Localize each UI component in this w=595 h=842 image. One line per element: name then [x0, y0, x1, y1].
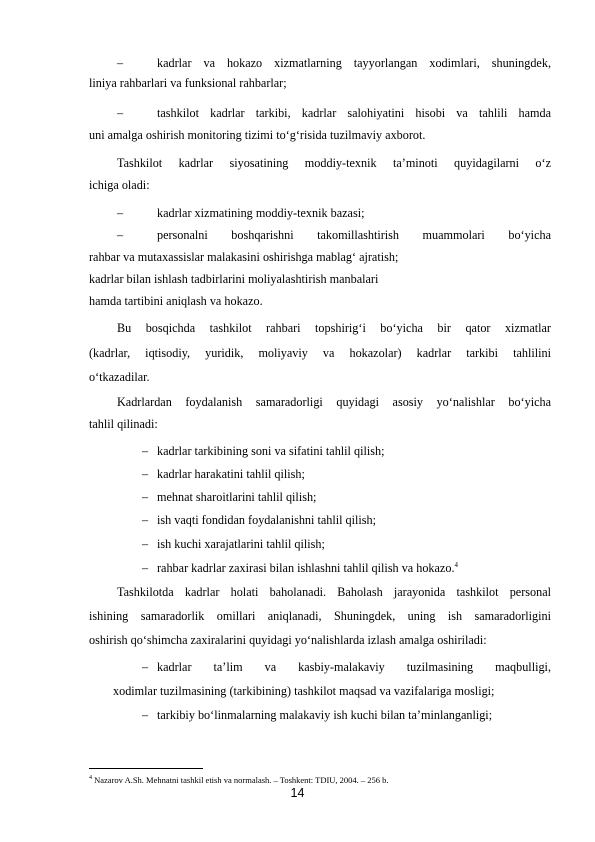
- paragraph-line: o‘tkazadilar.: [89, 370, 150, 384]
- paragraph-line: oshirish qo‘shimcha zaxiralarini quyidagi yo‘nalishlarda izlash amalga oshiriladi:: [89, 633, 487, 647]
- paragraph-line: uni amalga oshirish monitoring tizimi to‘g‘risida tuzilmaviy axborot.: [89, 128, 426, 142]
- paragraph-line: Tashkilotda kadrlar holati baholanadi. Baholash jarayonida tashkilot personal: [117, 585, 551, 599]
- paragraph-line: personalni boshqarishni takomillashtirish muammolari bo‘yicha: [157, 228, 551, 242]
- list-dash: –: [117, 106, 124, 120]
- list-dash: –: [142, 660, 149, 674]
- footnote-reference: 4: [454, 560, 458, 569]
- paragraph-line: liniya rahbarlari va funksional rahbarlar;: [89, 76, 287, 90]
- list-dash: –: [117, 56, 124, 70]
- list-item: ish kuchi xarajatlarini tahlil qilish;: [157, 537, 325, 551]
- list-dash: –: [142, 513, 149, 527]
- footnote: [89, 773, 389, 786]
- paragraph-line: Tashkilot kadrlar siyosatining moddiy-texnik ta’minoti quyidagilarni o‘z: [117, 156, 551, 170]
- list-dash: –: [142, 467, 149, 481]
- paragraph-line: (kadrlar, iqtisodiy, yuridik, moliyaviy va hokazolar) kadrlar tarkibi tahlilini: [89, 346, 551, 360]
- paragraph-line: ishining samaradorlik omillari aniqlanadi, Shuningdek, uning ish samaradorligini: [89, 609, 551, 623]
- list-dash: –: [142, 708, 149, 722]
- paragraph-line: Bu bosqichda tashkilot rahbari topshirig‘i bo‘yicha bir qator xizmatlar: [117, 321, 551, 335]
- footnote-number: 4: [89, 775, 92, 781]
- paragraph-line: tashkilot kadrlar tarkibi, kadrlar salohiyatini hisobi va tahlili hamda: [157, 106, 551, 120]
- list-dash: –: [117, 228, 124, 242]
- list-item: tarkibiy bo‘linmalarning malakaviy ish kuchi bilan ta’minlanganligi;: [157, 708, 493, 722]
- footnote-separator: [89, 768, 203, 769]
- list-dash: –: [142, 537, 149, 551]
- page-number: 14: [290, 786, 305, 800]
- paragraph-line: tahlil qilinadi:: [89, 417, 158, 431]
- list-dash: –: [142, 444, 149, 458]
- list-item-text: rahbar kadrlar zaxirasi bilan ishlashni tahlil qilish va hokazo.: [157, 561, 455, 575]
- list-dash: –: [117, 206, 124, 220]
- list-dash: –: [142, 490, 149, 504]
- paragraph-line: xodimlar tuzilmasining (tarkibining) tashkilot maqsad va vazifalariga mosligi;: [113, 684, 495, 698]
- list-item: kadrlar harakatini tahlil qilish;: [157, 467, 305, 481]
- list-dash: –: [142, 561, 149, 575]
- paragraph-line: Kadrlardan foydalanish samaradorligi quyidagi asosiy yo‘nalishlar bo‘yicha: [117, 395, 551, 409]
- paragraph-line: ichiga oladi:: [89, 178, 150, 192]
- list-item: ish vaqti fondidan foydalanishni tahlil qilish;: [157, 513, 377, 527]
- paragraph-line: kadrlar va hokazo xizmatlarning tayyorlangan xodimlari, shuningdek,: [157, 56, 551, 70]
- paragraph-line: kadrlar xizmatining moddiy-texnik bazasi;: [157, 206, 365, 220]
- paragraph-line: kadrlar bilan ishlash tadbirlarini moliyalashtirish manbalari: [89, 272, 379, 286]
- list-item: kadrlar tarkibining soni va sifatini tahlil qilish;: [157, 444, 385, 458]
- list-item: [157, 560, 458, 576]
- list-item: mehnat sharoitlarini tahlil qilish;: [157, 490, 317, 504]
- list-item: kadrlar ta’lim va kasbiy-malakaviy tuzilmasining maqbulligi,: [157, 660, 551, 674]
- paragraph-line: hamda tartibini aniqlash va hokazo.: [89, 294, 263, 308]
- footnote-text: Nazarov A.Sh. Mehnatni tashkil etish va normalash. – Toshkent: TDIU, 2004. – 256 b.: [94, 774, 389, 785]
- paragraph-line: rahbar va mutaxassislar malakasini oshirishga mablag‘ ajratish;: [89, 250, 399, 264]
